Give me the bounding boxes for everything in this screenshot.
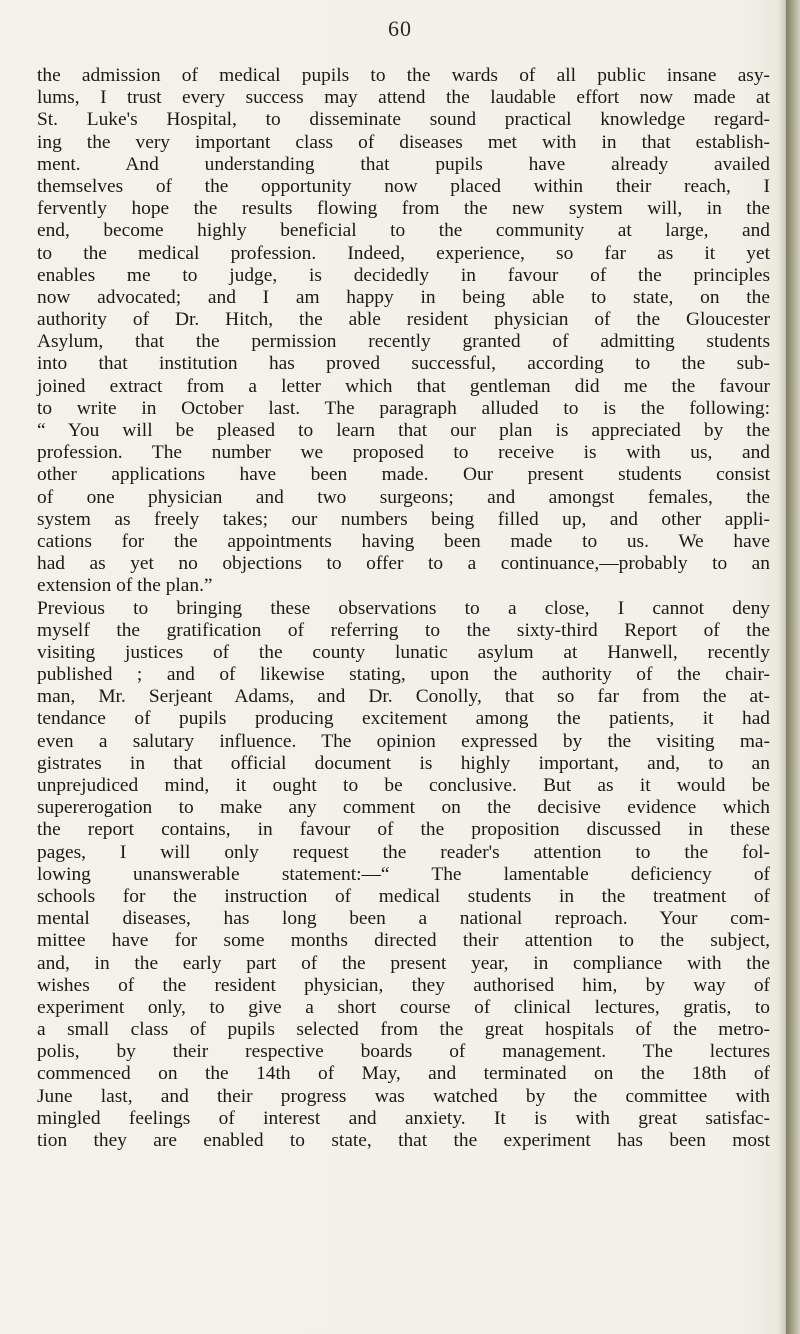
text-line: Asylum, that the permission recently granted of admitting students [37,331,770,353]
text-line: the report contains, in favour of the proposition discussed in these [37,819,770,841]
text-line: mingled feelings of interest and anxiety. It is with great satisfac- [37,1107,770,1129]
text-line: extension of the plan.” [37,575,213,597]
text-line: “ You will be pleased to learn that our plan is appreciated by the [37,420,770,441]
text-line: and, in the early part of the present year, in compliance with the [37,952,770,974]
text-line: polis, by their respective boards of management. The lectures [37,1041,770,1063]
text-line: ing the very important class of diseases met with in that establish- [37,131,770,153]
page-number: 60 [388,16,412,41]
text-line: pages, I will only request the reader's attention to the fol- [37,841,770,863]
text-line: lowing unanswerable statement:—“ The lamentable deficiency of [37,863,770,885]
text-line: joined extract from a letter which that gentleman did me the favour [37,375,770,397]
text-line: experiment only, to give a short course of clinical lectures, gratis, to [37,996,770,1018]
text-line: other applications have been made. Our present students consist [37,464,770,486]
text-line: mittee have for some months directed their attention to the subject, [37,930,770,952]
text-line: published ; and of likewise stating, upon the authority of the chair- [37,664,770,686]
body-text [37,65,770,1152]
text-line: to the medical profession. Indeed, experience, so far as it yet [37,242,770,264]
text-line: had as yet no objections to offer to a continuance,—probably to an [37,553,770,575]
text-line: tion they are enabled to state, that the experiment has been most [37,1130,770,1151]
text-line: wishes of the resident physician, they authorised him, by way of [37,974,770,996]
text-line: supererogation to make any comment on the decisive evidence which [37,797,770,819]
text-line: mental diseases, has long been a national reproach. Your com- [37,908,770,930]
text-line: system as freely takes; our numbers being filled up, and other appli- [37,508,770,530]
text-line: tendance of pupils producing excitement among the patients, it had [37,708,770,730]
text-line: unprejudiced mind, it ought to be conclusive. But as it would be [37,775,770,796]
text-line: authority of Dr. Hitch, the able resident physician of the Gloucester [37,309,770,331]
text-line: Previous to bringing these observations to a close, I cannot deny [37,597,770,619]
text-line: a small class of pupils selected from the great hospitals of the metro- [37,1019,770,1041]
text-line: ment. And understanding that pupils have already availed [37,153,770,175]
text-line: the admission of medical pupils to the wards of all public insane asy- [37,65,770,86]
text-line: lums, I trust every success may attend the laudable effort now made at [37,87,770,109]
text-line: gistrates in that official document is highly important, and, to an [37,752,770,774]
text-line: myself the gratification of referring to the sixty-third Report of the [37,619,770,641]
text-line: of one physician and two surgeons; and amongst females, the [37,486,770,508]
text-line: now advocated; and I am happy in being able to state, on the [37,286,770,308]
text-line: to write in October last. The paragraph alluded to is the following: [37,397,770,419]
text-line: even a salutary influence. The opinion expressed by the visiting ma- [37,730,770,752]
text-line: June last, and their progress was watched by the committee with [37,1085,770,1107]
text-line: themselves of the opportunity now placed within their reach, I [37,175,770,197]
text-line: fervently hope the results flowing from the new system will, in the [37,198,770,220]
text-line: profession. The number we proposed to receive is with us, and [37,442,770,464]
text-line: man, Mr. Serjeant Adams, and Dr. Conolly, that so far from the at- [37,686,770,708]
text-line: into that institution has proved successful, according to the sub- [37,353,770,375]
text-line: cations for the appointments having been made to us. We have [37,530,770,552]
page-gutter-shadow [778,0,786,1334]
text-line: schools for the instruction of medical students in the treatment of [37,885,770,907]
text-line: end, become highly beneficial to the community at large, and [37,220,770,242]
page-edge [786,0,800,1334]
text-line: visiting justices of the county lunatic asylum at Hanwell, recently [37,641,770,663]
text-line: enables me to judge, is decidedly in favour of the principles [37,264,770,286]
text-line: St. Luke's Hospital, to disseminate sound practical knowledge regard- [37,109,770,131]
text-line: commenced on the 14th of May, and terminated on the 18th of [37,1063,770,1085]
